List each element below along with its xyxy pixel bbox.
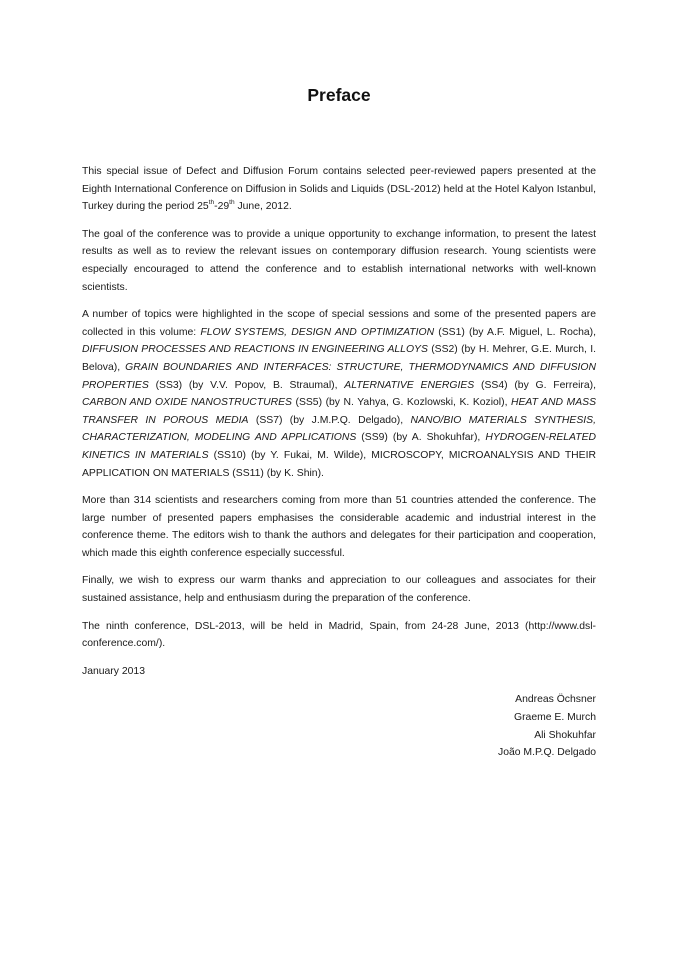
signatory-name: Andreas Öchsner [515,694,596,706]
date-line: January 2013 [82,665,145,677]
signature-block [82,691,596,761]
session-title: CARBON AND OXIDE NANOSTRUCTURES [82,397,292,409]
paragraph-intro-text: This special issue of Defect and Diffusion Forum contains selected peer-reviewed papers presented at the Eighth International Conference on Diffusion in Solids and Liquids (DSL-2012) held at the Hotel Kalyon Istanbul, Turkey during the period 25 [82,166,596,213]
session-title: FLOW SYSTEMS, DESIGN AND OPTIMIZATION [200,326,435,338]
session-title: GRAIN BOUNDARIES AND INTERFACES: STRUCTURE, THERMODYNAMICS AND DIFFUSION PROPERTIES [82,361,596,391]
session-title: HEAT AND MASS TRANSFER IN POROUS MEDIA [82,397,596,426]
session-details: (SS10) (by Y. Fukai, M. Wilde), MICROSCOPY, MICROANALYSIS AND THEIR APPLICATION ON MATERIALS (SS11) (by K. Shin). [82,449,596,479]
signatory-name: Ali Shokuhfar [534,729,596,741]
session-title: ALTERNATIVE ENERGIES [344,379,475,391]
ordinal-suffix: th [208,199,215,207]
session-details: (SS1) (by A.F. Miguel, L. Rocha), [434,326,597,338]
session-details: (SS2) (by H. Mehrer, G.E. Murch, I. Belova), [82,344,596,373]
session-details: (SS9) (by A. Shokuhfar), [356,432,486,444]
ordinal-suffix: th [229,199,235,207]
preface-body [82,163,596,762]
paragraph-topics [82,306,596,482]
session-title: HYDROGEN-RELATED KINETICS IN MATERIALS [82,432,596,461]
session-details: (SS5) (by N. Yahya, G. Kozlowski, K. Koziol), [291,397,511,409]
paragraph-goal: The goal of the conference was to provide a unique opportunity to exchange information, to present the latest results as well as to review the relevant issues on contemporary diffusion research. Young scientists were especially encouraged to attend the conference and to establish international networks with well-known scientists. [82,228,596,293]
date-range-end: -29 [214,201,230,213]
paragraph-next-conference: The ninth conference, DSL-2013, will be held in Madrid, Spain, from 24-28 June, 2013 (http://www.dsl-conference.com/). [82,620,596,650]
session-title: DIFFUSION PROCESSES AND REACTIONS IN ENGINEERING ALLOYS [82,344,428,356]
session-title: NANO/BIO MATERIALS SYNTHESIS, CHARACTERIZATION, MODELING AND APPLICATIONS [82,414,596,444]
paragraph-thanks: Finally, we wish to express our warm thanks and appreciation to our colleagues and associates for their sustained assistance, help and enthusiasm during the preparation of the conference. [82,575,596,605]
topics-intro: A number of topics were highlighted in the scope of special sessions and some of the presented papers are collected in this volume: [82,309,596,338]
page-title: Preface [307,85,371,105]
paragraph-attendance: More than 314 scientists and researchers coming from more than 51 countries attended the conference. The large number of presented papers emphasises the considerable academic and industrial interest in the conference theme. The editors wish to thank the authors and delegates for their participation and cooperation, which made this eighth conference especially successful. [82,495,596,559]
session-details: (SS3) (by V.V. Popov, B. Straumal), [148,379,345,391]
session-details: (SS4) (by G. Ferreira), [474,379,597,391]
session-details: (SS7) (by J.M.P.Q. Delgado), [248,414,411,426]
date-month-year: June, 2012. [234,201,292,213]
paragraph-intro [82,163,596,216]
signatory-name: Graeme E. Murch [514,712,596,724]
signatory-name: João M.P.Q. Delgado [498,747,596,759]
